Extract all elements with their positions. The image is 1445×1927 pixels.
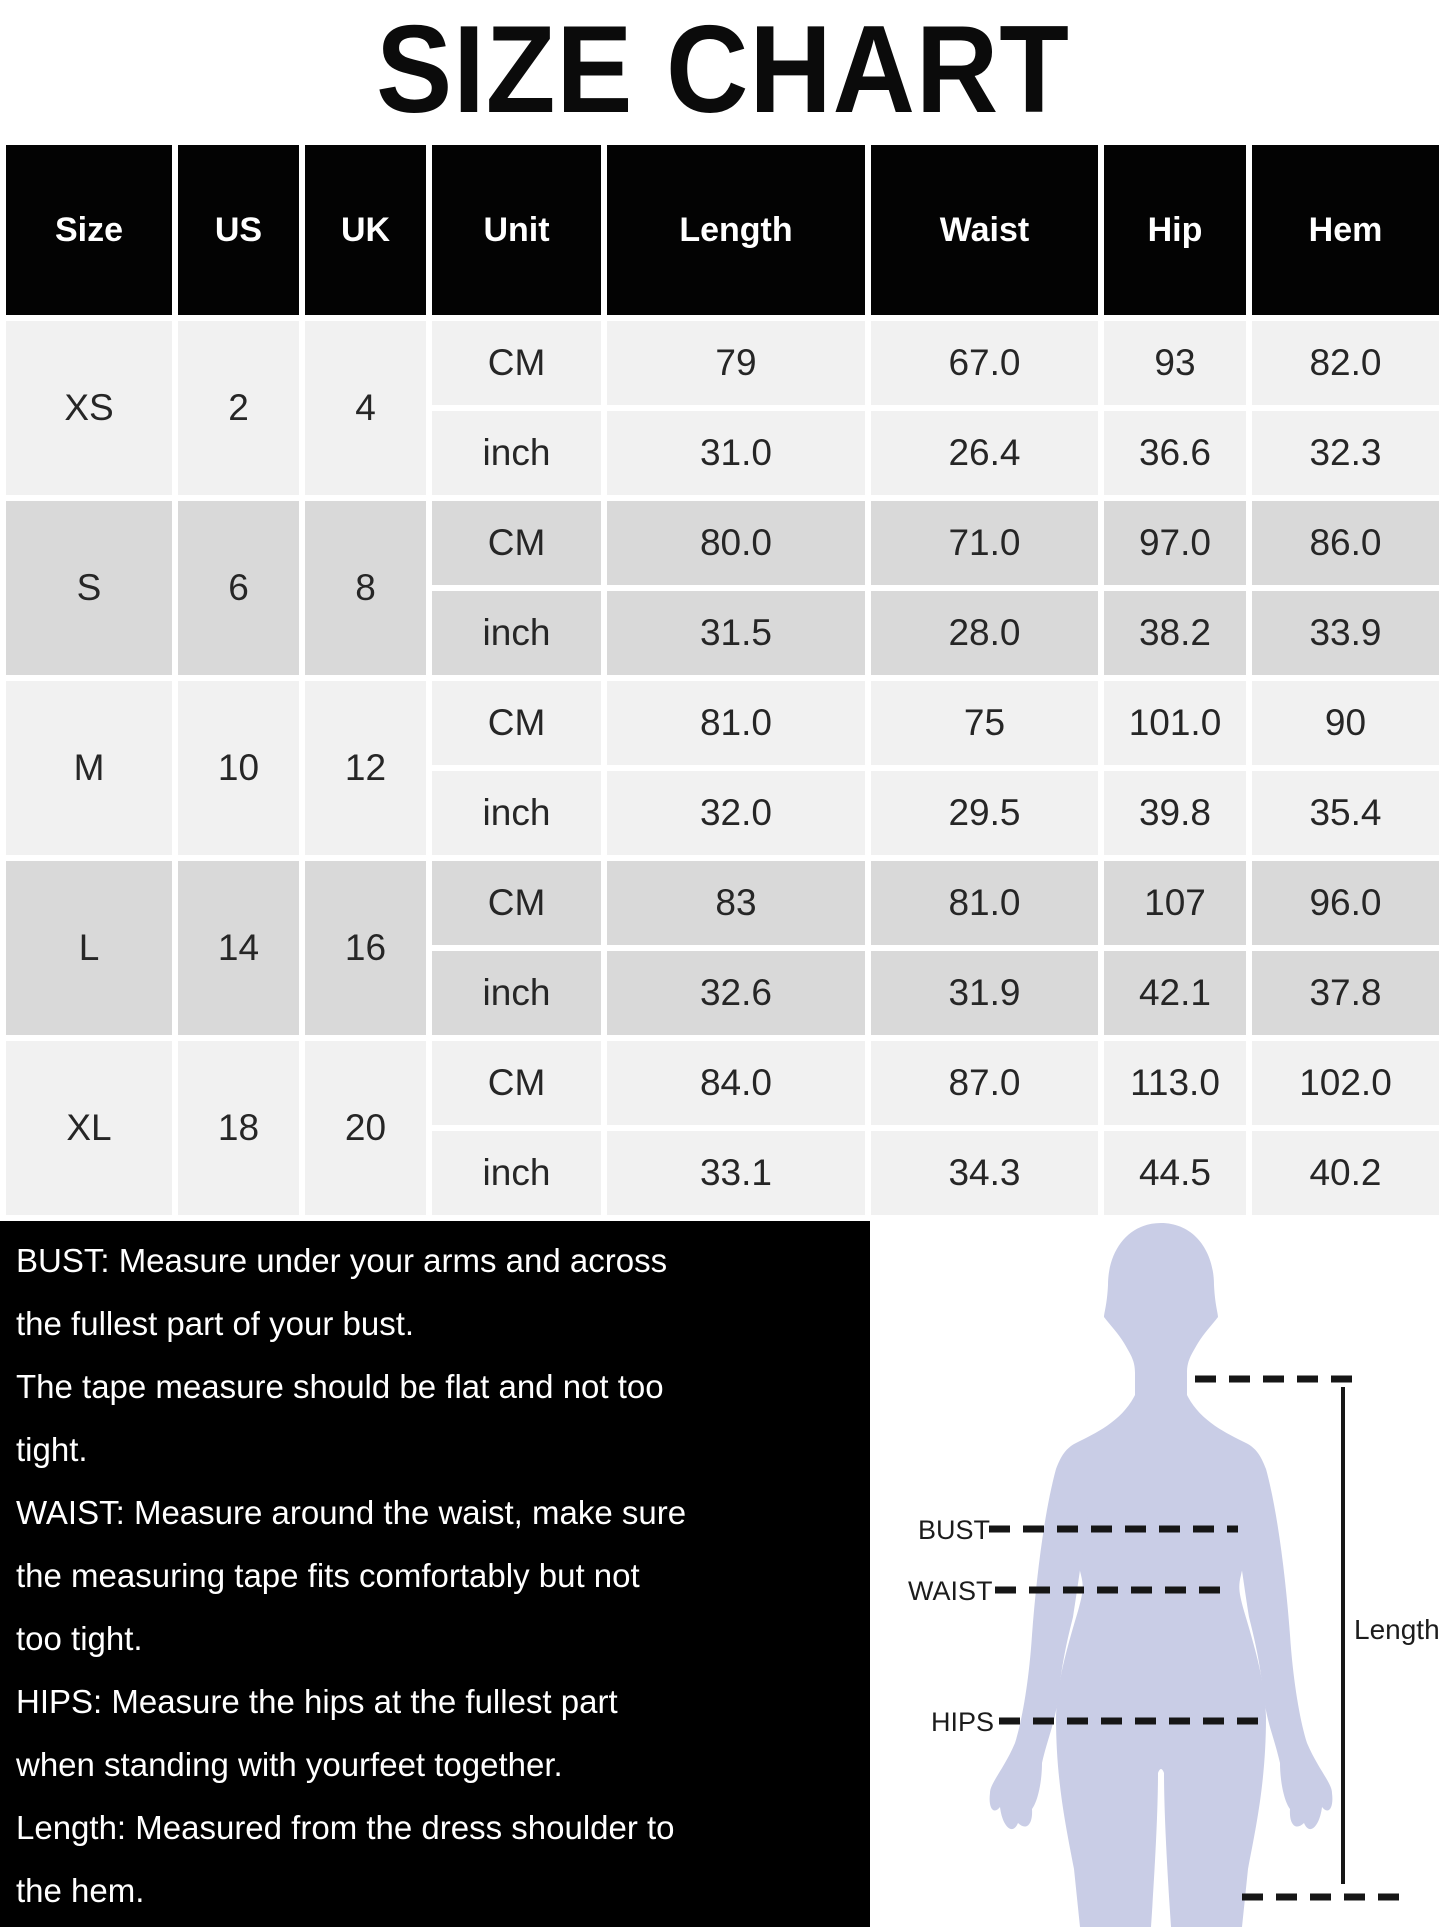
waist-cell: 71.0 [871,501,1098,585]
waist-cell: 67.0 [871,321,1098,405]
hip-cell: 44.5 [1104,1131,1246,1215]
col-header-unit: Unit [432,145,601,315]
measuring-instructions-panel [0,1221,870,1927]
hem-cell: 86.0 [1252,501,1439,585]
length-cell: 83 [607,861,865,945]
hem-cell: 90 [1252,681,1439,765]
unit-cell: CM [432,681,601,765]
uk-cell: 4 [305,321,426,495]
table-header-row [6,145,1439,315]
instruction-line: BUST: Measure under your arms and across [16,1242,668,1279]
unit-cell: CM [432,321,601,405]
length-cell: 84.0 [607,1041,865,1125]
col-header-hip: Hip [1104,145,1246,315]
hem-cell: 96.0 [1252,861,1439,945]
us-cell: 2 [178,321,299,495]
body-measurement-svg [870,1221,1445,1927]
col-header-size: Size [6,145,172,315]
size-cell: S [6,501,172,675]
unit-cell: inch [432,771,601,855]
unit-cell: inch [432,951,601,1035]
length-cell: 31.5 [607,591,865,675]
unit-cell: inch [432,591,601,675]
instruction-line: the measuring tape fits comfortably but not [16,1557,640,1594]
bottom-section [0,1221,1445,1927]
length-cell: 81.0 [607,681,865,765]
size-chart-table [0,139,1445,1221]
size-cell: XL [6,1041,172,1215]
col-header-hem: Hem [1252,145,1439,315]
table-row [6,861,1439,945]
waist-cell: 75 [871,681,1098,765]
instruction-line: the hem. [16,1872,145,1909]
size-cell: L [6,861,172,1035]
unit-cell: CM [432,501,601,585]
title-bar [0,0,1445,139]
length-label: Length [1354,1614,1440,1645]
instruction-line: Length: Measured from the dress shoulder to [16,1809,675,1846]
unit-cell: inch [432,1131,601,1215]
hem-cell: 82.0 [1252,321,1439,405]
waist-cell: 81.0 [871,861,1098,945]
table-row [6,1041,1439,1125]
unit-cell: inch [432,411,601,495]
page-title: SIZE CHART [375,0,1070,139]
length-cell: 79 [607,321,865,405]
bust-label: BUST [918,1515,991,1545]
hip-cell: 36.6 [1104,411,1246,495]
hip-cell: 39.8 [1104,771,1246,855]
col-header-uk: UK [305,145,426,315]
hem-cell: 35.4 [1252,771,1439,855]
female-silhouette [1056,1223,1266,1927]
waist-cell: 34.3 [871,1131,1098,1215]
length-cell: 32.6 [607,951,865,1035]
waist-label: WAIST [908,1576,993,1606]
hem-cell: 37.8 [1252,951,1439,1035]
uk-cell: 12 [305,681,426,855]
hip-cell: 107 [1104,861,1246,945]
length-cell: 31.0 [607,411,865,495]
us-cell: 14 [178,861,299,1035]
hip-cell: 93 [1104,321,1246,405]
hips-label: HIPS [931,1707,995,1737]
instruction-line: when standing with yourfeet together. [16,1746,563,1783]
length-cell: 32.0 [607,771,865,855]
hem-cell: 102.0 [1252,1041,1439,1125]
length-cell: 33.1 [607,1131,865,1215]
table-row [6,501,1439,585]
length-cell: 80.0 [607,501,865,585]
uk-cell: 8 [305,501,426,675]
instruction-line: the fullest part of your bust. [16,1305,415,1342]
uk-cell: 16 [305,861,426,1035]
hem-cell: 32.3 [1252,411,1439,495]
instruction-line: HIPS: Measure the hips at the fullest part [16,1683,618,1720]
instruction-line: too tight. [16,1620,143,1657]
instruction-line: tight. [16,1431,88,1468]
table-row [6,681,1439,765]
measurement-diagram [870,1221,1445,1927]
hem-cell: 33.9 [1252,591,1439,675]
hem-cell: 40.2 [1252,1131,1439,1215]
waist-cell: 31.9 [871,951,1098,1035]
waist-cell: 26.4 [871,411,1098,495]
size-cell: M [6,681,172,855]
instruction-line: The tape measure should be flat and not too [16,1368,664,1405]
us-cell: 6 [178,501,299,675]
unit-cell: CM [432,1041,601,1125]
unit-cell: CM [432,861,601,945]
instruction-line: WAIST: Measure around the waist, make sure [16,1494,687,1531]
col-header-waist: Waist [871,145,1098,315]
size-cell: XS [6,321,172,495]
us-cell: 18 [178,1041,299,1215]
hip-cell: 97.0 [1104,501,1246,585]
us-cell: 10 [178,681,299,855]
uk-cell: 20 [305,1041,426,1215]
hip-cell: 101.0 [1104,681,1246,765]
hip-cell: 113.0 [1104,1041,1246,1125]
table-row [6,321,1439,405]
waist-cell: 29.5 [871,771,1098,855]
hip-cell: 38.2 [1104,591,1246,675]
waist-cell: 28.0 [871,591,1098,675]
col-header-us: US [178,145,299,315]
col-header-length: Length [607,145,865,315]
waist-cell: 87.0 [871,1041,1098,1125]
hip-cell: 42.1 [1104,951,1246,1035]
